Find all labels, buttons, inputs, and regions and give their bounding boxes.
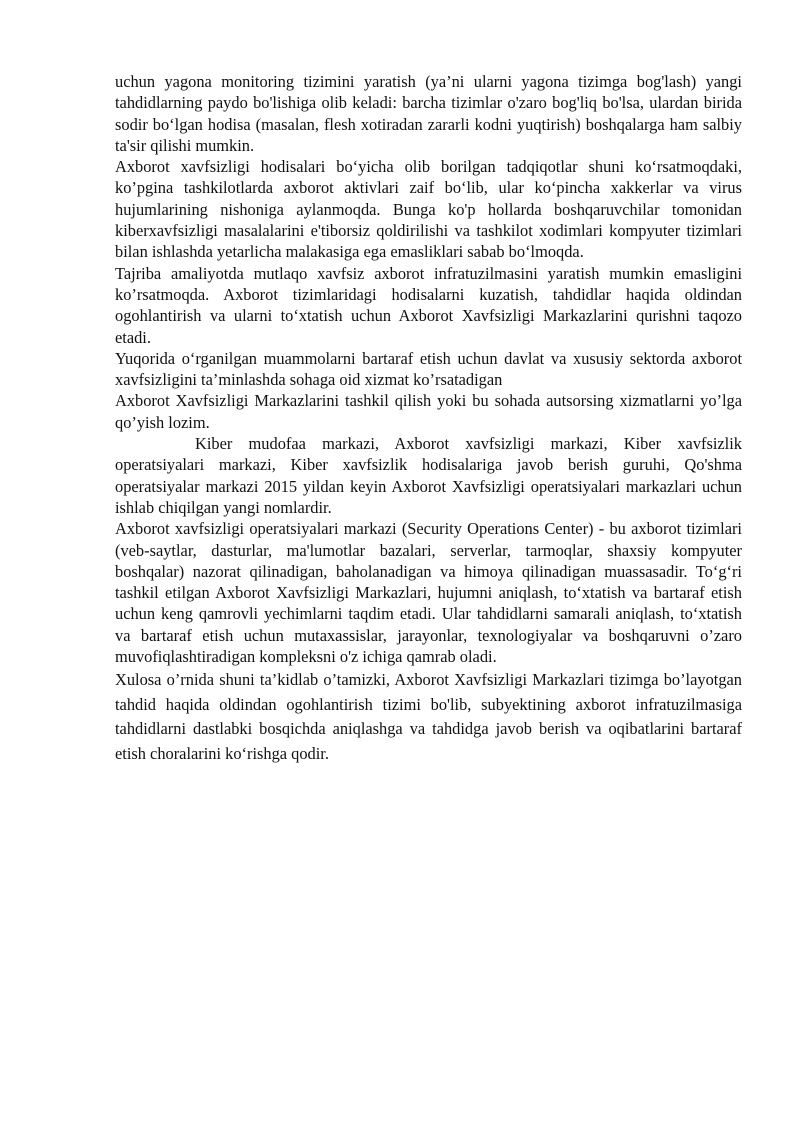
paragraph-7: Axborot xavfsizligi operatsiyalari markazi (Security Operations Center) - bu axborot tizimlari (veb-saytlar, dasturlar, ma'lumotlar bazalari, serverlar, tarmoqlar, shaxsiy kompyuter boshqalar) nazorat qilinadigan, baholanadigan va himoya qilinadigan muassasadir. To‘g‘ri tashkil etilgan Axborot Xavfsizligi Markazlari, hujumni aniqlash, to‘xtatish va bartaraf etish uchun keng qamrovli yechimlarni taqdim etadi. Ular tahdidlarni samarali aniqlash, to‘xtatish va bartaraf etish uchun mutaxassislar, jarayonlar, texnologiyalar va boshqaruvni o’zaro muvofiqlashtiradigan kompleksni o'z ichiga qamrab oladi.: [115, 519, 742, 667]
paragraph-1: uchun yagona monitoring tizimini yaratish (ya’ni ularni yagona tizimga bog'lash) yangi tahdidlarning paydo bo'lishiga olib keladi: barcha tizimlar o'zaro bog'liq bo'lsa, ulardan birida sodir bo‘lgan hodisa (masalan, flesh xotiradan zararli kodni yuqtirish) boshqalarga ham salbiy ta'sir qilishi mumkin.: [115, 72, 742, 155]
paragraph-6: Kiber mudofaa markazi, Axborot xavfsizligi markazi, Kiber xavfsizlik operatsiyalari markazi, Kiber xavfsizlik hodisalariga javob berish guruhi, Qo'shma operatsiyalar markazi 2015 yildan keyin Axborot Xavfsizligi operatsiyalari markazlari uchun ishlab chiqilgan yangi nomlardir.: [115, 434, 742, 517]
paragraph-3: Tajriba amaliyotda mutlaqo xavfsiz axborot infratuzilmasini yaratish mumkin emasligini ko’rsatmoqda. Axborot tizimlaridagi hodisalarni kuzatish, tahdidlar haqida oldindan ogohlantirish va ularni to‘xtatish uchun Axborot Xavfsizligi Markazlarini qurishni taqozo etadi.: [115, 263, 742, 347]
paragraph-2: Axborot xavfsizligi hodisalari bo‘yicha olib borilgan tadqiqotlar shuni ko‘rsatmoqdaki, ko’pgina tashkilotlarda axborot aktivlari zaif bo‘lib, ular ko‘pincha xakkerlar va virus hujumlarining nishoniga aylanmoqda. Bunga ko'p hollarda boshqaruvchilar tomonidan kiberxavfsizligi masalalarini e'tiborsiz qoldirilishi va tashkilot xodimlari kompyuter tizimlari bilan ishlashda yetarlicha malakasiga ega emasliklari sabab bo‘lmoqda.: [115, 157, 742, 262]
paragraph-4: Yuqorida o‘rganilgan muammolarni bartaraf etish uchun davlat va xususiy sektorda axborot xavfsizligini ta’minlashda sohaga oid xizmat ko’rsatadigan: [115, 348, 742, 390]
body-text: [115, 71, 742, 766]
paragraph-5: Axborot Xavfsizligi Markazlarini tashkil qilish yoki bu sohada autsorsing xizmatlarni yo’lga qo’yish lozim.: [115, 391, 742, 432]
paragraph-8: Xulosa o’rnida shuni ta’kidlab o’tamizki, Axborot Xavfsizligi Markazlari tizimga bo’layotgan tahdid haqida oldindan ogohlantirish tizimi bo'lib, subyektining axborot infratuzilmasiga tahdidlarni dastlabki bosqichda aniqlashga va tahdidga javob berish va oqibatlarini bartaraf etish choralarini ko‘rishga qodir.: [115, 670, 742, 763]
